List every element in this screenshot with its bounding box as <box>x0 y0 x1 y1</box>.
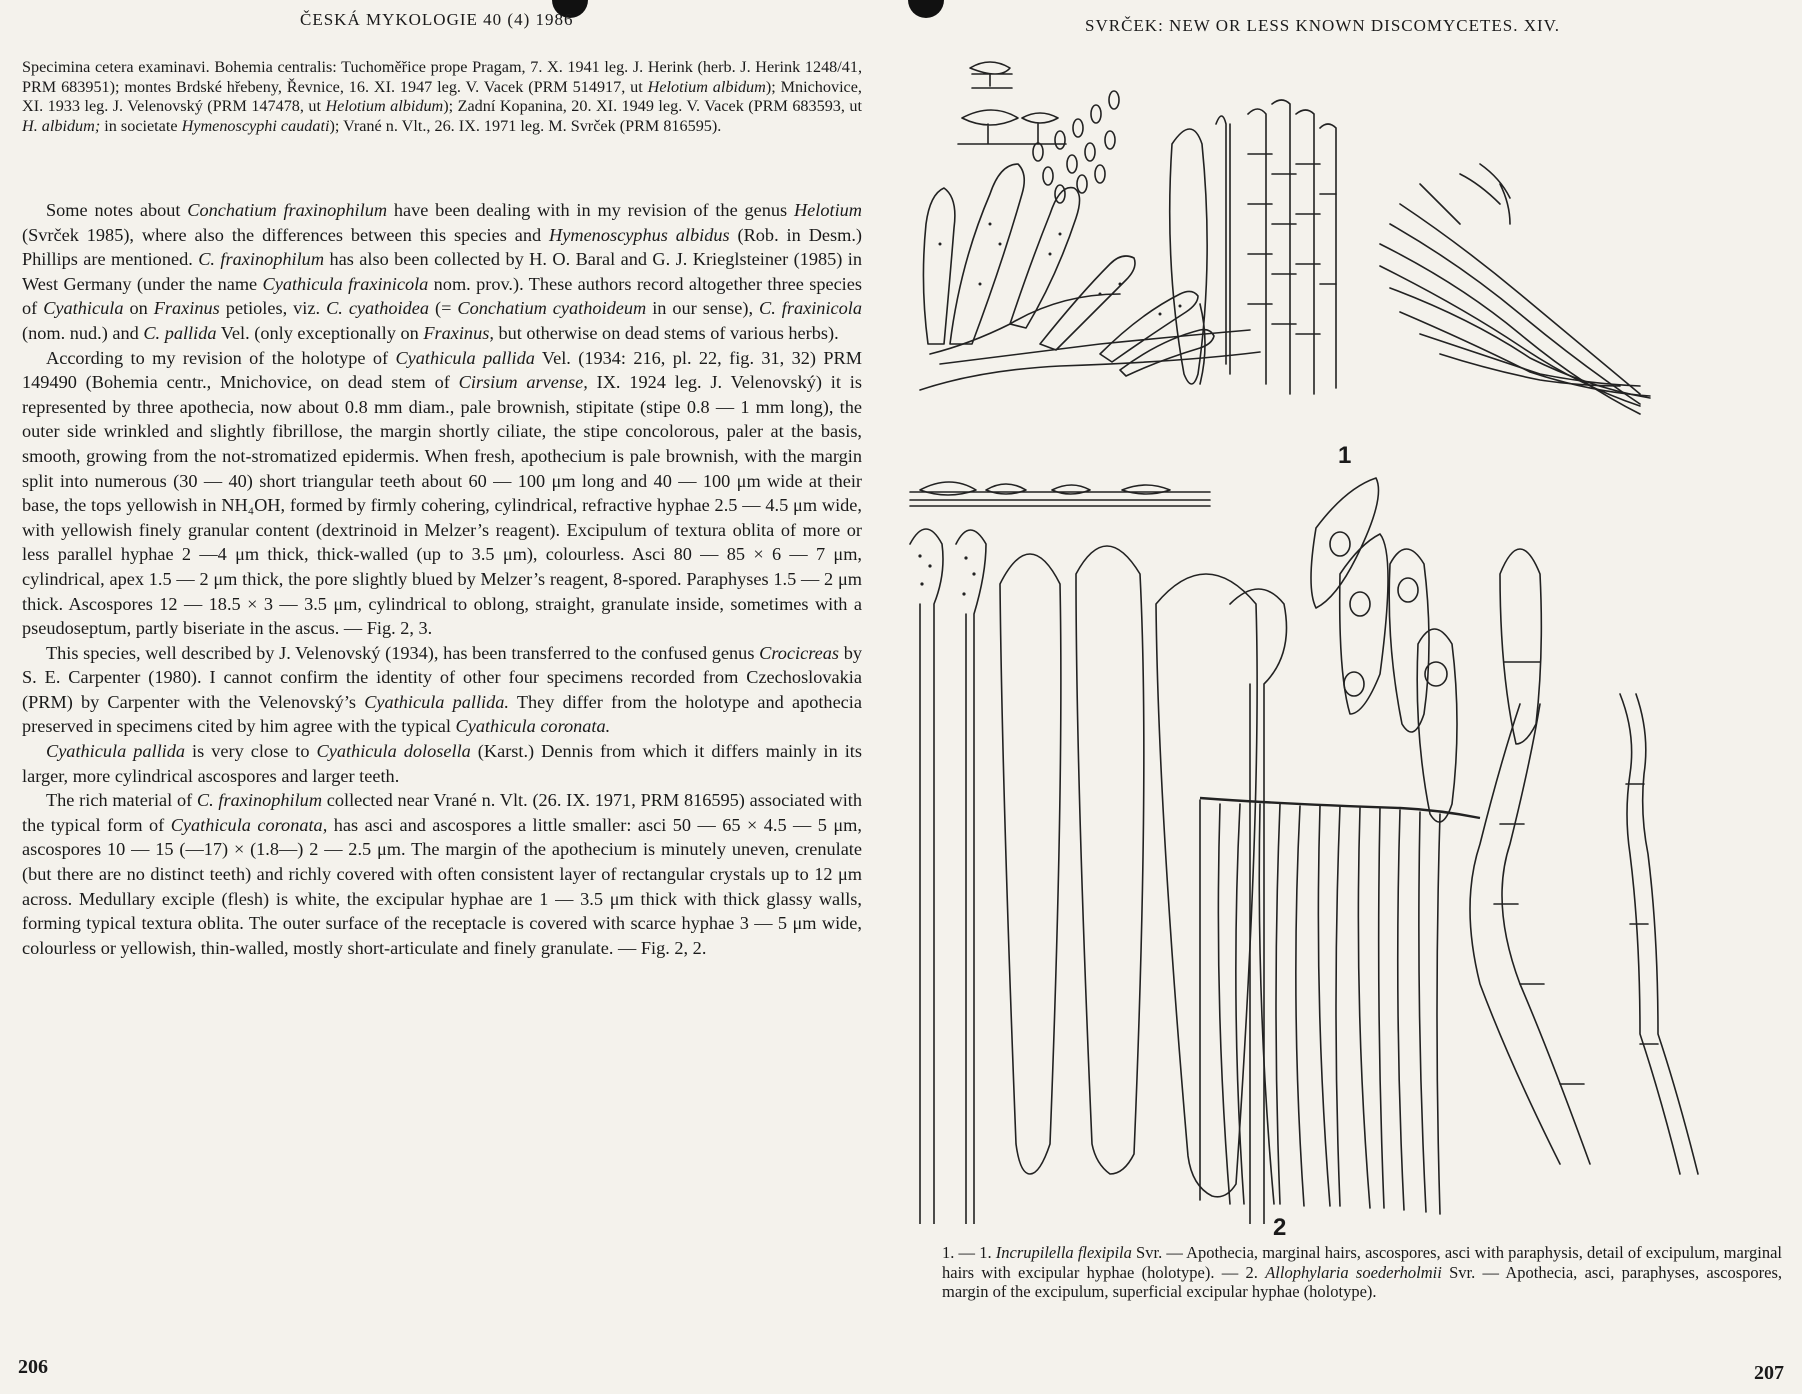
text-run: IX. 1924 leg. J. Velenovský) it is represented by three apothecia, now about 0.8 mm diam., pale brownish, stipitate (stipe 0.8 — 1 mm long), the outer side wrinkled and slightly fibrillose, the margin shortly ciliate, the stipe concolorous, paler at the basis, smooth, growing from the not-stromatized epidermis. When fresh, apothecium is pale brownish, with the margin split into numerous (30 — 40) short triangular teeth about 60 — 100 μm long and 40 — 100 μm wide at their base, the tops yellowish in NH₄OH, formed by firmly cohering, cylindrical, refractive hyphae 2.5 — 4.5 μm wide, with yellowish finely granular content (dextrinoid in Melzer’s reagent). Excipulum of textura oblita of more or less parallel hyphae 2 —4 μm thick, thick-walled (up to 3.5 μm), colourless. Asci 80 — 85 × 6 — 7 μm, cylindrical, apex 1.5 — 2 μm thick, the pore slightly blued by Melzer’s reagent, 8-spored. Paraphyses 1.5 — 2 μm thick. Ascospores 12 — 18.5 × 3 — 3.5 μm, cylindrical to oblong, straight, granulate inside, sometimes with a pseudoseptum, partly biseriate in the ascus. — Fig. 2, 3. <box>22 372 862 639</box>
ascospores-drawing-fig2 <box>1311 478 1541 822</box>
italic-name: Incrupilella flexipila <box>995 1243 1132 1262</box>
italic-name: Conchatium cyathoideum <box>457 298 647 319</box>
text-run: According to my revision of the holotype of <box>46 347 396 368</box>
text-run: by S. E. Carpenter (1980). I cannot confirm the identity of other four specimens recorded from Czechoslovakia (PRM) by Carpenter with the Velenovský’s <box>22 642 862 712</box>
text-run: in our sense), <box>646 298 760 319</box>
text-run: on <box>123 298 154 319</box>
text-run: has also been collected by H. O. Baral and G. J. Krieglsteiner (1985) in West Germany (under the name <box>22 249 862 294</box>
italic-name: Cirsium arvense, <box>458 372 588 393</box>
italic-name: Cyathicula pallida <box>395 347 535 368</box>
text-run: The rich material of <box>46 790 197 811</box>
text-run: ); Zadní Kopanina, 20. XI. 1949 leg. V. Vacek (PRM 683593, ut <box>443 97 862 115</box>
excipulum-margin-fig2 <box>1200 798 1480 1214</box>
italic-name: H. albidum; <box>22 116 101 135</box>
paragraph-3 <box>22 641 862 739</box>
text-run: They differ from the holotype and apothecia preserved in specimens cited by him agree with the typical <box>22 691 862 737</box>
text-run: (Karst.) Dennis from which it differs mainly in its larger, more cylindrical ascospores and larger teeth. <box>22 741 863 786</box>
paragraph-1 <box>22 198 862 346</box>
italic-name: Hymenoscyphi caudati <box>181 116 330 135</box>
text-run: ); Vrané n. Vlt., 26. IX. 1971 leg. M. Svrček (PRM 816595). <box>329 116 722 135</box>
figure-caption <box>942 1243 1782 1302</box>
italic-name: Fraxinus <box>153 298 220 319</box>
italic-name: Cyathicula pallida <box>46 741 186 762</box>
text-run: have been dealing with in my revision of the genus <box>387 200 794 220</box>
asci-paraphyses-drawing-fig2 <box>910 529 1287 1224</box>
figure-plate <box>900 44 1802 1241</box>
text-run: Vel. (only exceptionally on <box>216 322 424 343</box>
italic-name: Cyathicula <box>43 298 124 319</box>
paragraph-4 <box>22 739 862 788</box>
italic-name: C. fraxinicola <box>759 298 862 319</box>
italic-name: Helotium albidum <box>325 97 444 115</box>
italic-name: Cyathicula coronata. <box>455 716 611 737</box>
running-head-right: SVRČEK: NEW OR LESS KNOWN DISCOMYCETES. XIV. <box>1085 16 1561 35</box>
page-number-left: 206 <box>18 1356 48 1378</box>
text-run: is very close to <box>185 741 317 762</box>
text-run: collected near Vrané n. Vlt. (26. IX. 1971, PRM 816595) associated with the typical form of <box>22 790 862 835</box>
text-run: 1. — 1. <box>942 1243 996 1262</box>
italic-name: C. cyathoidea <box>326 298 430 319</box>
italic-name: C. fraxinophilum <box>196 790 323 811</box>
italic-name: Cyathicula fraxinicola <box>262 273 429 294</box>
italic-name: C. fraxinophilum <box>198 249 325 270</box>
italic-name: Conchatium fraxinophilum <box>187 200 388 220</box>
italic-name: Helotium <box>793 200 863 220</box>
text-run: ); Mnichovice, XI. 1933 leg. J. Velenovský (PRM 147478, ut <box>22 77 862 115</box>
text-run: (Svrček 1985), where also the differences between this species and <box>22 224 550 245</box>
text-run: Some notes about <box>46 200 188 220</box>
apothecia-drawing-fig2 <box>910 482 1210 506</box>
ascospores-drawing-fig1 <box>1033 91 1119 203</box>
excipular-hyphae-fig2 <box>1470 694 1698 1174</box>
body-text <box>22 198 862 960</box>
italic-name: C. pallida <box>143 322 217 343</box>
right-page <box>900 0 1802 1394</box>
text-run: Vel. (1934: 216, pl. 22, fig. 31, 32) PRM 149490 (Bohemia centr., Mnichovice, on dead stem of <box>22 347 862 393</box>
text-run: has asci and ascospores a little smaller: asci 50 — 65 × 4.5 — 5 μm, ascospores 10 — 15 (—17) × (1.8—) 2 — 2.5 μm. The margin of the apothecium is minutely uneven, crenulate (but there are no distinct teeth) and richly covered with often consistent layer of rectangular crystals up to 12 μm across. Medullary exciple (flesh) is white, the excipular hyphae are 1 — 3.5 μm thick with thick glassy walls, forming typical textura oblita. The outer surface of the receptacle is covered with scarce hyphae 3 — 5 μm wide, colourless or yellowish, thin-walled, mostly short-articulate and finely granulate. — Fig. 2, 2. <box>22 814 862 958</box>
italic-name: Crocicreas <box>759 642 840 663</box>
text-run: but otherwise on dead stems of various herbs). <box>493 322 839 343</box>
italic-name: Allophylaria soederholmii <box>1265 1262 1442 1282</box>
italic-name: Hymenoscyphus albidus <box>549 224 730 245</box>
left-page <box>0 0 900 1394</box>
text-run: petioles, viz. <box>219 298 327 319</box>
binding-hole <box>908 0 944 18</box>
figure-label-2: 2 <box>1273 1214 1287 1241</box>
italic-name: Cyathicula coronata, <box>170 814 328 835</box>
text-run: Svr. — Apothecia, marginal hairs, ascospores, asci with paraphysis, detail of excipulum, marginal hairs with excipular hyphae (holotype). — 2. <box>942 1243 1783 1282</box>
asci-drawing-fig1 <box>1170 116 1230 384</box>
figure-label-1: 1 <box>1338 442 1352 469</box>
botanical-drawings <box>900 44 1802 1224</box>
excipulum-detail-fig1 <box>1248 100 1336 394</box>
apothecia-drawing-fig1 <box>958 62 1066 144</box>
marginal-hairs-drawing-fig1 <box>920 164 1260 390</box>
text-run: in societate <box>100 116 182 135</box>
text-run: Specimina cetera examinavi. Bohemia centralis: Tuchoměřice prope Pragam, 7. X. 1941 leg. J. Herink (herb. J. Herink 1248/41, PRM 683951); montes Brdské hřebeny, Řevnice, 16. XI. 1947 leg. V. Vacek (PRM 514917, ut <box>22 58 862 96</box>
paragraph-2 <box>22 346 862 641</box>
text-run: (nom. nud.) and <box>22 322 144 343</box>
italic-name: Helotium albidum <box>647 77 766 96</box>
paragraph-5 <box>22 788 862 960</box>
text-run: nom. prov.). These authors record altogether three species of <box>22 273 862 319</box>
page-number-right: 207 <box>1754 1362 1784 1384</box>
text-run: (Rob. in Desm.) Phillips are mentioned. <box>22 224 863 270</box>
text-run: (= <box>429 298 458 319</box>
italic-name: Cyathicula dolosella <box>316 741 471 762</box>
running-head-left: ČESKÁ MYKOLOGIE 40 (4) 1986 <box>300 10 574 29</box>
text-run: Svr. — Apothecia, asci, paraphyses, ascospores, margin of the excipulum, superficial excipular hyphae (holotype). <box>942 1262 1782 1301</box>
text-run: This species, well described by J. Velenovský (1934), has been transferred to the confused genus <box>46 642 760 663</box>
specimens-paragraph <box>22 58 862 136</box>
hairs-excipular-hyphae-fig1 <box>1380 164 1650 414</box>
italic-name: Cyathicula pallida. <box>364 691 509 712</box>
italic-name: Fraxinus, <box>423 322 494 343</box>
